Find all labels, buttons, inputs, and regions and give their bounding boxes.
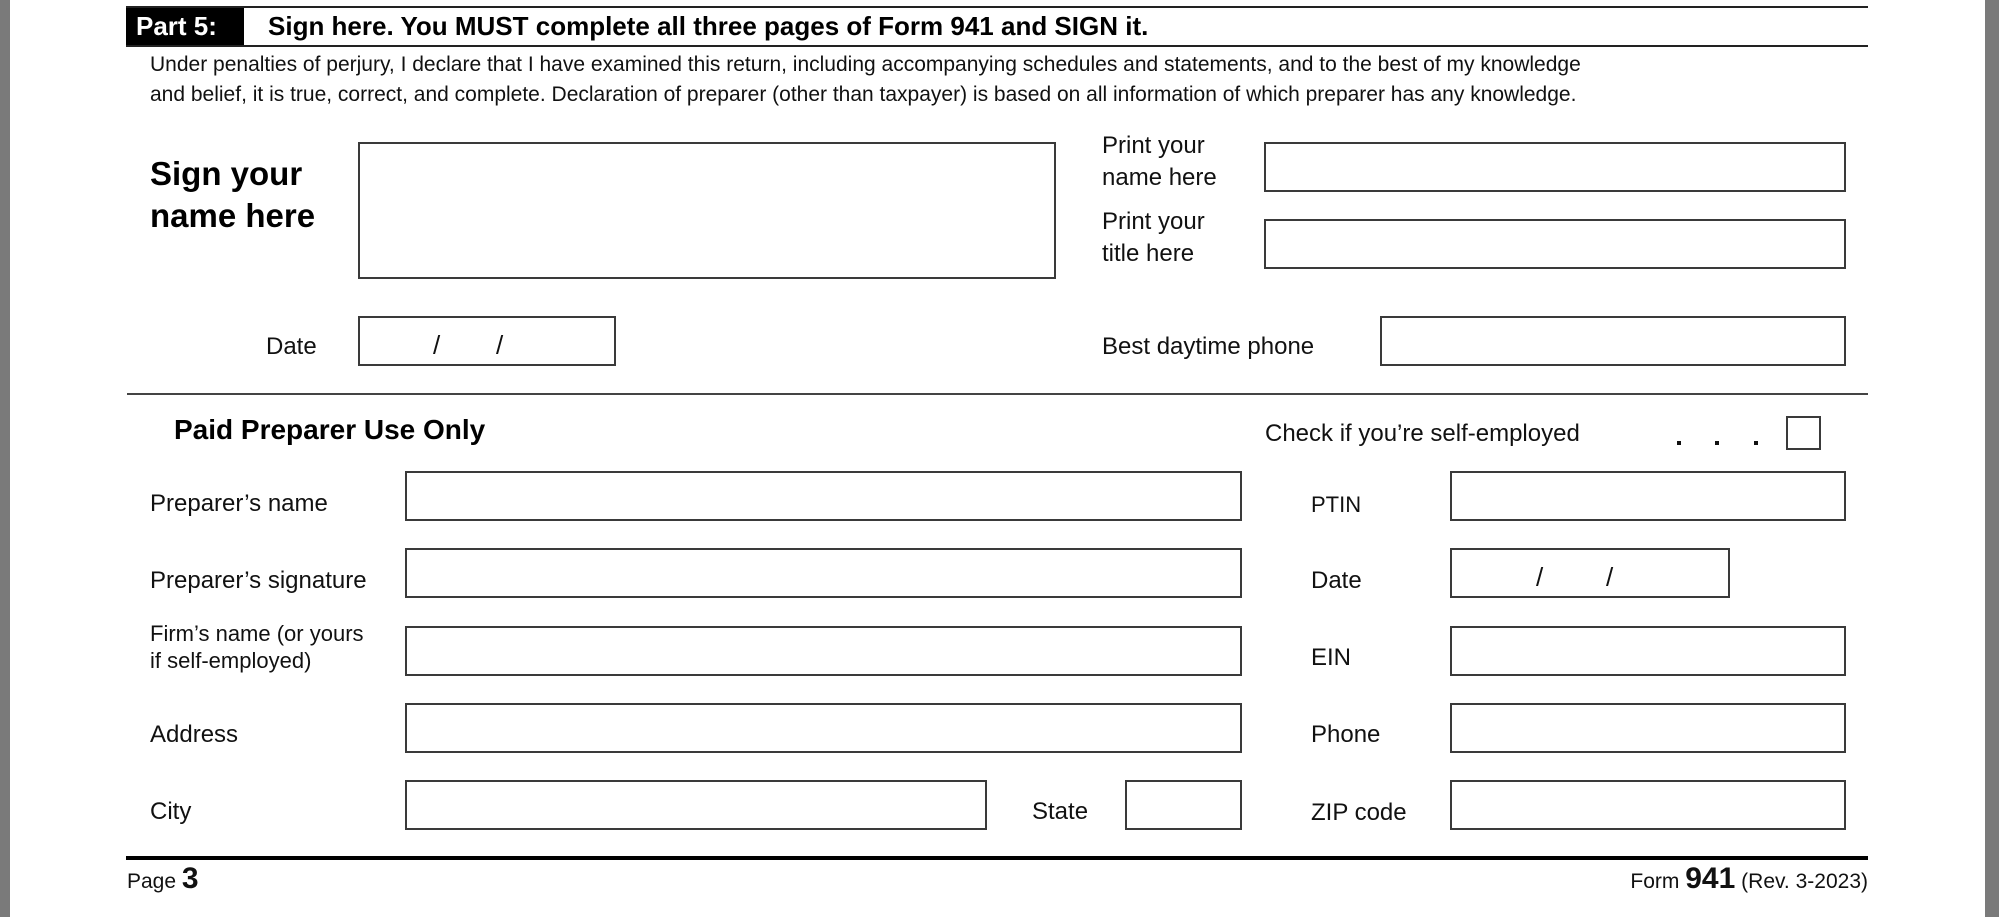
preparer-date-separator-1: / [1536,562,1544,592]
header-bottom-rule [126,45,1868,47]
city-field[interactable] [405,780,987,830]
ptin-field[interactable] [1450,471,1846,521]
preparer-phone-label: Phone [1311,721,1381,748]
signature-field[interactable] [358,142,1056,279]
paid-preparer-title: Paid Preparer Use Only [174,414,486,445]
date-separator-2: / [496,330,504,360]
sign-name-label: Sign your name here [150,155,316,234]
address-label: Address [150,721,239,748]
preparer-name-field[interactable] [405,471,1242,521]
date-label: Date [266,333,317,360]
form-revision: Form 941 (Rev. 3-2023) [1630,862,1868,895]
leader-dot [1754,441,1758,445]
zip-field[interactable] [1450,780,1846,830]
leader-dot [1715,441,1719,445]
declaration-line-2: and belief, it is true, correct, and complete. Declaration of preparer (other than taxpayer) is based on all information of which preparer has any knowledge. [150,83,1577,106]
print-title-label: Print your title here [1102,208,1205,267]
preparer-date-field[interactable] [1450,548,1730,598]
print-title-field[interactable] [1264,219,1846,269]
preparer-phone-field[interactable] [1450,703,1846,753]
preparer-signature-label: Preparer’s signature [150,567,367,594]
firm-name-field[interactable] [405,626,1242,676]
preparer-date-separator-2: / [1606,562,1614,592]
state-label: State [1032,798,1089,825]
daytime-phone-field[interactable] [1380,316,1846,366]
firm-name-label: Firm’s name (or yours if self-employed) [150,621,364,673]
state-field[interactable] [1125,780,1242,830]
city-label: City [150,798,192,825]
page-number: 3 [181,862,199,895]
ptin-label: PTIN [1311,492,1362,517]
declaration-line-1: Under penalties of perjury, I declare that I have examined this return, including accompanying schedules and statements, and to the best of my knowledge [150,53,1581,76]
preparer-signature-field[interactable] [405,548,1242,598]
zip-label: ZIP code [1311,799,1407,826]
leader-dot [1677,441,1681,445]
part-label: Part 5: [126,8,244,45]
print-name-field[interactable] [1264,142,1846,192]
ein-label: EIN [1311,644,1352,671]
preparer-name-label: Preparer’s name [150,490,328,517]
footer-rule [126,856,1868,860]
date-separator-1: / [433,330,441,360]
page-indicator: Page 3 [127,862,199,895]
section-divider [127,393,1868,395]
ein-field[interactable] [1450,626,1846,676]
part-title: Sign here. You MUST complete all three pages of Form 941 and SIGN it. [268,11,1149,41]
address-field[interactable] [405,703,1242,753]
date-field[interactable] [358,316,616,366]
print-name-label: Print your name here [1102,132,1217,191]
self-employed-label: Check if you’re self-employed [1265,420,1580,447]
self-employed-checkbox[interactable] [1786,416,1821,450]
viewer-right-scrollbar[interactable] [1985,0,1999,917]
daytime-phone-label: Best daytime phone [1102,333,1315,360]
viewer-left-gutter [0,0,10,917]
form-number: 941 [1685,862,1736,895]
preparer-date-label: Date [1311,567,1362,594]
